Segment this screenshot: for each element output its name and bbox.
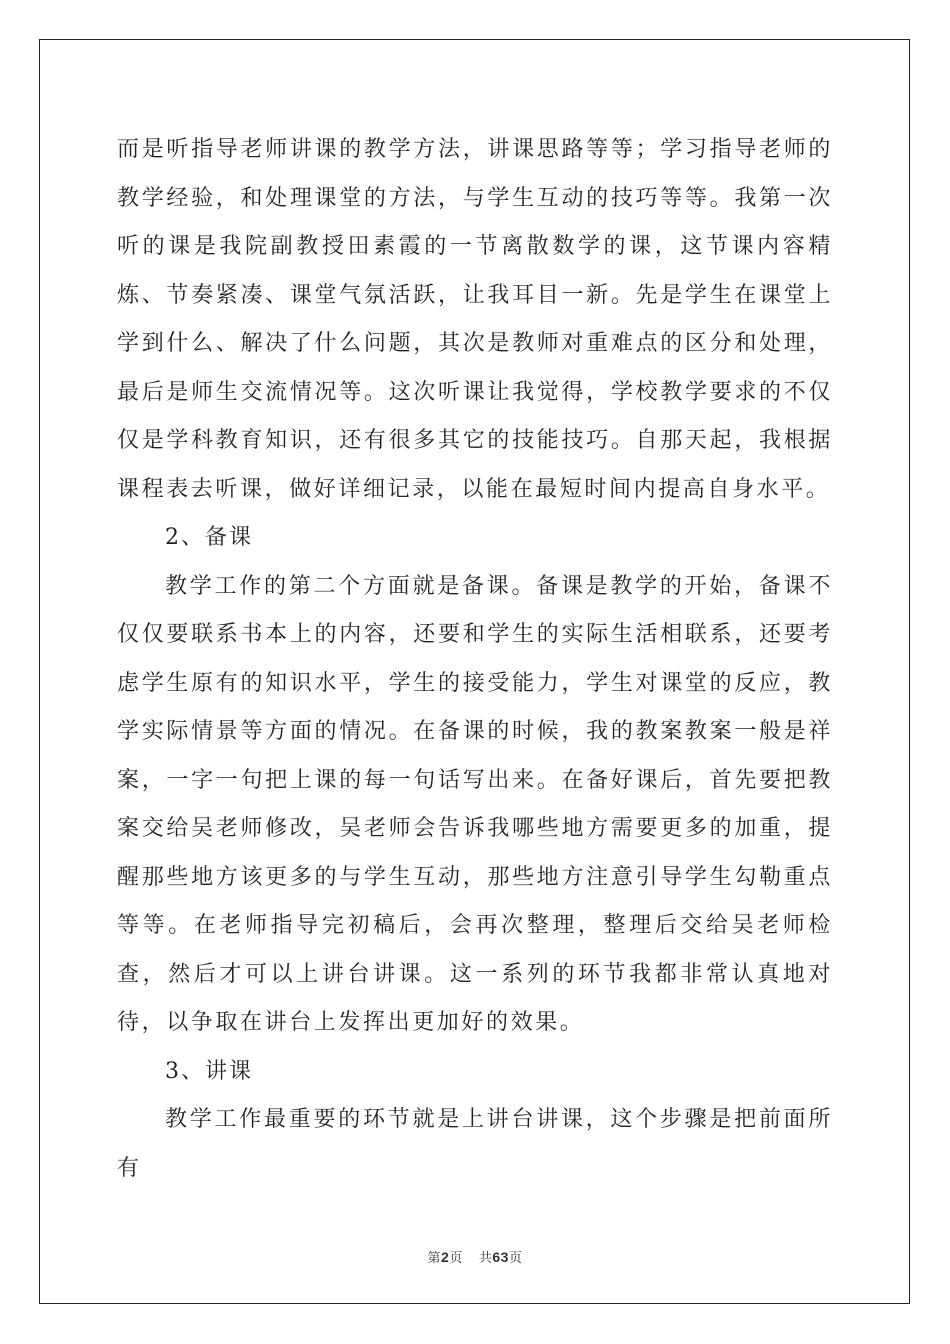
footer-total-prefix: 共 xyxy=(478,1251,493,1266)
footer-total-pages: 63 xyxy=(492,1249,509,1265)
footer-page-number: 2 xyxy=(441,1249,450,1265)
document-body xyxy=(117,126,833,1193)
paragraph-continuation: 而是听指导老师讲课的教学方法，讲课思路等等；学习指导老师的教学经验，和处理课堂的方法，与学生互动的技巧等等。我第一次听的课是我院副教授田素霞的一节离散数学的课，这节课内容精炼、节奏紧凑、课堂气氛活跃，让我耳目一新。先是学生在课堂上学到什么、解决了什么问题，其次是教师对重难点的区分和处理，最后是师生交流情况等。这次听课让我觉得，学校教学要求的不仅仅是学科教育知识，还有很多其它的技能技巧。自那天起，我根据课程表去听课，做好详细记录，以能在最短时间内提高自身水平。 xyxy=(117,137,833,502)
footer-page-suffix: 页 xyxy=(449,1251,463,1266)
section-heading-teaching: 3、讲课 xyxy=(165,1058,253,1084)
paragraph-preparation: 教学工作的第二个方面就是备课。备课是教学的开始，备课不仅仅要联系书本上的内容，还要和学生的实际生活相联系，还要考虑学生原有的知识水平，学生的接受能力，学生对课堂的反应，教学实际情景等方面的情况。在备课的时候，我的教案教案一般是祥案，一字一句把上课的每一句话写出来。在备好课后，首先要把教案交给吴老师修改，吴老师会告诉我哪些地方需要更多的加重，提醒那些地方该更多的与学生互动，那些地方注意引导学生勾勒重点等等。在老师指导完初稿后，会再次整理，整理后交给吴老师检查，然后才可以上讲台讲课。这一系列的环节我都非常认真地对待，以争取在讲台上发挥出更加好的效果。 xyxy=(117,573,833,1035)
section-heading-preparation: 2、备课 xyxy=(165,525,253,550)
page-footer xyxy=(0,1247,950,1266)
paragraph-teaching: 教学工作最重要的环节就是上讲台讲课，这个步骤是把前面所有 xyxy=(117,1107,833,1181)
footer-total-suffix: 页 xyxy=(508,1251,523,1266)
footer-page-prefix: 第 xyxy=(427,1251,442,1266)
